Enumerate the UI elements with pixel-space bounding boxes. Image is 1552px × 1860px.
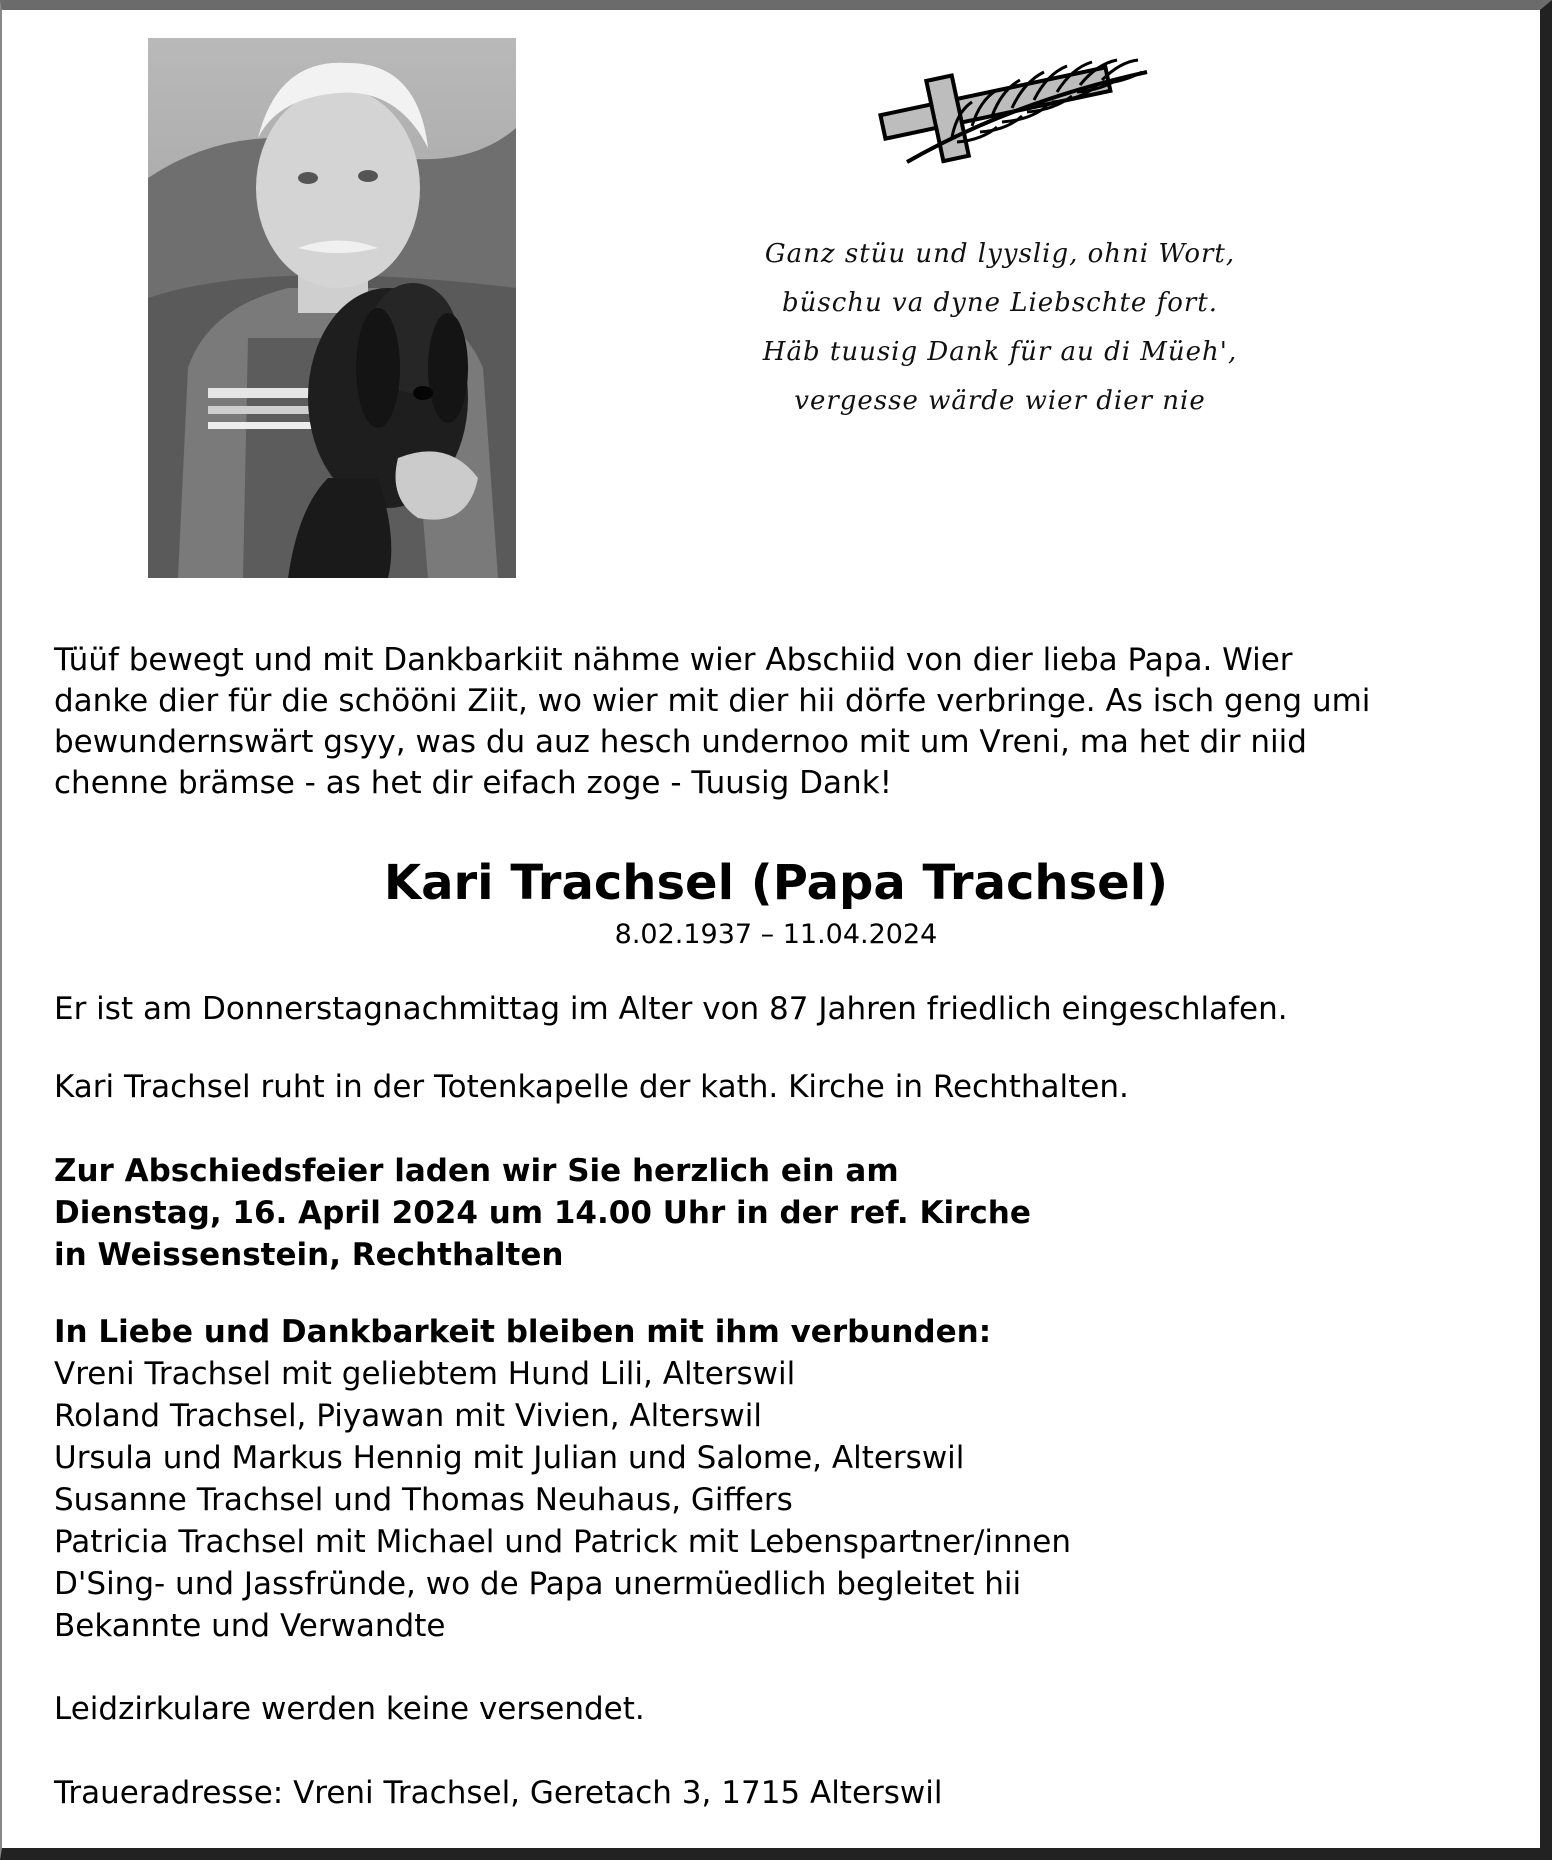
intro-line: Tüüf bewegt und mit Dankbarkiit nähme wier Abschiid von dier lieba Papa. Wier	[54, 642, 1293, 678]
intro-line: chenne brämse - as het dir eifach zoge - Tuusig Dank!	[54, 765, 893, 801]
intro-line: danke dier für die schööni Ziit, wo wier mit dier hii dörfe verbringe. As isch geng umi	[54, 683, 1371, 719]
ceremony-line: Zur Abschiedsfeier laden wir Sie herzlich ein am	[54, 1153, 899, 1189]
poem-line: vergesse wärde wier dier nie	[794, 386, 1206, 416]
intro-line: bewundernswärt gsyy, was du auz hesch undernoo mit um Vreni, ma het dir niid	[54, 724, 1307, 760]
no-circulars-note: Leidzirkulare werden keine versendet.	[54, 1691, 645, 1727]
poem-line: Ganz stüu und lyyslig, ohni Wort,	[764, 239, 1236, 269]
ceremony-info	[54, 1150, 1031, 1276]
mourning-address: Traueradresse: Vreni Trachsel, Geretach 3, 1715 Alterswil	[54, 1775, 943, 1811]
deceased-name: Kari Trachsel (Papa Trachsel)	[383, 855, 1169, 911]
mourner-entry: Roland Trachsel, Piyawan mit Vivien, Alterswil	[54, 1398, 762, 1434]
mourners-heading: In Liebe und Dankbarkeit bleiben mit ihm verbunden:	[54, 1314, 992, 1350]
life-dates: 8.02.1937 – 11.04.2024	[614, 919, 938, 950]
mourner-entry: Susanne Trachsel und Thomas Neuhaus, Giffers	[54, 1482, 793, 1518]
intro-paragraph	[54, 640, 1534, 804]
mourner-entry: Vreni Trachsel mit geliebtem Hund Lili, Alterswil	[54, 1356, 796, 1392]
mourner-entry: D'Sing- und Jassfründe, wo de Papa unermüedlich begleitet hii	[54, 1566, 1022, 1602]
mourner-entry: Bekannte und Verwandte	[54, 1608, 446, 1644]
portrait-photo	[148, 38, 516, 578]
cross-and-palm-icon	[862, 12, 1186, 192]
poem-line: büschu va dyne Liebschte fort.	[781, 288, 1218, 318]
mourners-list	[54, 1311, 1071, 1647]
poem-line: Häb tuusig Dank für au di Müeh',	[762, 337, 1238, 367]
death-note: Er ist am Donnerstagnachmittag im Alter von 87 Jahren friedlich eingeschlafen.	[54, 991, 1288, 1027]
ceremony-line: Dienstag, 16. April 2024 um 14.00 Uhr in der ref. Kirche	[54, 1195, 1031, 1231]
poem	[700, 230, 1300, 426]
mourner-entry: Patricia Trachsel mit Michael und Patrick mit Lebenspartner/innen	[54, 1524, 1071, 1560]
ceremony-line: in Weissenstein, Rechthalten	[54, 1237, 564, 1273]
mourner-entry: Ursula und Markus Hennig mit Julian und Salome, Alterswil	[54, 1440, 965, 1476]
rest-note: Kari Trachsel ruht in der Totenkapelle der kath. Kirche in Rechthalten.	[54, 1069, 1129, 1105]
